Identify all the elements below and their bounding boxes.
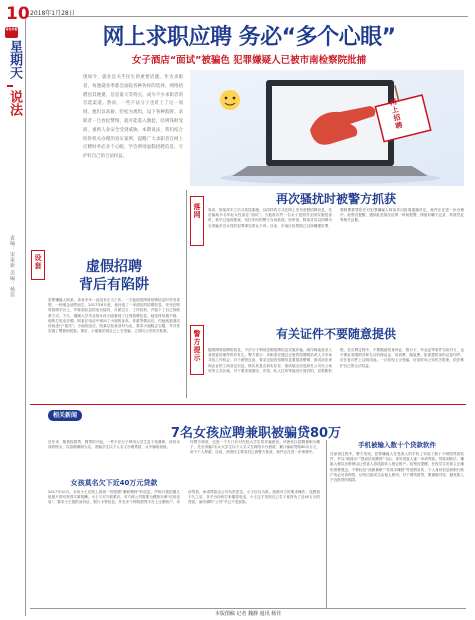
case-lead: 近年来，随着校园贷、网贷的兴起，一些不法分子利用大学生急于找兼职、涉世未深的特点，以招聘兼职为名，诱骗学生以个人名义办理贷款，从中骗取钱财。	[48, 440, 180, 450]
related-news-banner	[48, 410, 82, 421]
page-date: 2018年1月28日	[30, 10, 75, 17]
sign-text: 网上招聘	[388, 97, 404, 131]
story2-body: 原来，阿某得手之后又故技重施，以同样的方式在网上发布虚假招聘信息，先后骗取多名年轻女性前往“面试”。当他再次约一名女子见面并企图实施侵害时，被早已接到报案、布控多时的警方当场抓获。经审查，阿某对其以招聘为名诱骗多名女性的犯罪事实供认不讳。目前，市南区检察院已以涉嫌强奸罪、强制猥亵罪依法对犯罪嫌疑人阿某作出批准逮捕决定，案件正在进一步办理中。检察官提醒，遇到此类情况应第一时间报警，保留好聊天记录、转账凭证等相关证据。	[208, 208, 464, 228]
story1-divider	[186, 190, 187, 398]
case-title: 7名女孩应聘兼职被骗贷80万	[170, 426, 342, 441]
case-body2: 经警方调查，这是一个专门针对在校大学生的诈骗团伙。该团伙以招聘兼职为幌子，先后诱骗7名女大学生以个人名义在网络平台借款，累计骗取贷款80余万元，用于个人挥霍。目前，该团伙主要成员已被警方抓获，案件正在进一步审理中。	[190, 440, 320, 455]
tag-setup-label: 设套	[34, 254, 42, 270]
section-name: 说法	[7, 90, 22, 116]
brand-logo-text: 青岛早报	[5, 27, 18, 31]
story1-title-line2: 背后有陷阱	[79, 277, 149, 293]
brand-logo	[5, 27, 18, 38]
case-body1: 2017年10月，女孩小王在网上看到一则招聘“兼职模特”的信息，声称只需拍摄几组照片即可获得丰厚报酬。小王与对方联系后，对方称公司需要为模特办理“信用包装”，要求小王提供身份证、银行卡等信息，并在多个网络借贷平台上注册账户、申请贷款，承诺贷款由公司负责偿还。小王信以为真，按照对方的要求操作。没想到不久之后，各平台纷纷打来催款电话，小王这才发现自己名下竟背负了近40万元的贷款，而所谓的“公司”早已不见踪影。	[48, 490, 320, 505]
tag-caught-label: 落网	[193, 203, 201, 219]
story3-body: 随着网络招聘的普及，不法分子利用虚假招聘信息实施诈骗、敲诈勒索甚至人身侵害的案件时有发生。警方提示：求职者应通过正规的招聘网站或人才市场寻找工作机会，对于薪资过高、要求过低的招聘信息要提高警惕；面试前应查询企业的工商登记信息，核实其是否真实存在；面试地点应选择在公司办公场所等公共区域，对于要求到酒店、宾馆、私人住所等地进行面试的，应果断拒绝；在应聘过程中，不要随意将身份证、银行卡、毕业证等原件交给对方，也不要轻易缴纳各种名目的保证金、培训费、服装费；如需提供身份证复印件，应在复印件上注明用途。一旦发现上当受骗，应及时向公安机关报案，依法维护自己的合法权益。	[208, 348, 464, 373]
story2-title: 再次骚扰时被警方抓获	[275, 192, 396, 206]
top-rule	[28, 16, 468, 17]
related-news-label: 相关新闻	[52, 412, 77, 419]
tag-caught	[190, 196, 204, 246]
page-number: 10	[6, 4, 30, 24]
section-day: 星期天	[7, 40, 22, 79]
sub-headline: 女子酒店“面试”被骗色 犯罪嫌疑人已被市南检察院批捕	[131, 55, 367, 66]
case-sidebar-title: 手机被输入数十个贷款软件	[358, 441, 436, 449]
tag-police-tip-label: 警方提示	[193, 330, 201, 362]
case-block-rule	[30, 404, 466, 405]
laptop-illustration	[190, 70, 464, 186]
footer-rule	[30, 608, 466, 609]
story1-body: 犯罪嫌疑人阿某，单身多年一直没有正当工作。一天他浏览网络招聘信息时突发奇想，一种邪念油然而生。2017年6月底，他伪造了一家酒店的招聘信息，发布在网络招聘平台上，声称酒店急招前台接待，月薪过万，工作轻松，并留下了自己的联系方式。不久，刚刚大学毕业的女孩小丽看到了这则招聘信息，她觉得待遇不错，便拨打电话应聘。阿某在电话中询问了小丽的身高、体重等情况后，约她到某酒店房间进行“面试”。小丽到达后，阿某以检查身材为由，要求小丽脱去衣服，并对其实施了猥亵和侵害。事后，小丽意识到自己上当受骗，立即向公安机关报案。	[48, 298, 180, 334]
section-dot	[7, 85, 13, 87]
case-sidebar-body: 在侦查过程中，警方发现，犯罪嫌疑人在受害人的手机上安装了数十个网络贷款软件，并以“刷流水”“提高信用额度”为由，诱导受害人逐一申请贷款。贷款到账后，嫌疑人便以各种理由让受害人将钱款转入指定账户。检察官提醒，在校学生应树立正确的消费观念，不要轻信“高薪兼职”“零成本赚钱”等虚假宣传；个人身份信息和银行账户务必妥善保管，切勿出借或交由他人使用；对于网络借贷，要谨慎对待，避免陷入不良借贷的陷阱。	[330, 452, 464, 483]
footer-credits: 本版图稿 记者 魏静 通讯 杨佳	[214, 611, 282, 617]
tag-setup	[31, 250, 45, 280]
tag-police-tip	[190, 325, 204, 375]
hero-illustration	[190, 70, 464, 186]
story3-title: 有关证件不要随意提供	[275, 327, 396, 341]
case-sidebar-divider	[326, 440, 327, 608]
story1-title-line1: 虚假招聘	[86, 259, 142, 275]
editor-credits: 责编：宋家新 美编：杨佳	[9, 235, 15, 298]
left-margin-rule	[25, 18, 26, 616]
intro-text: 现如今，就业是关乎民生的重要话题。作为求职者，每逢就业季都会面临各种各样的选择。网络招聘因其便捷、信息量大等特点，成为不少求职者的首选渠道。然而，一些不法分子也盯上了这一领域，他们以高薪、轻松为诱饵，设下各种陷阱。求职者一旦放松警惕，就可能落入圈套，轻则钱财受损，重则人身安全受到威胁。本期说法，我们结合检察机关办理的真实案例，提醒广大求职者在网上应聘时务必多个心眼，学会辨别虚假招聘信息，守护好自己的合法权益。	[83, 75, 183, 160]
case-subtitle: 女孩莫名欠下近40万元贷款	[70, 479, 158, 487]
main-headline: 网上求职应聘 务必“多个心眼”	[102, 25, 396, 50]
